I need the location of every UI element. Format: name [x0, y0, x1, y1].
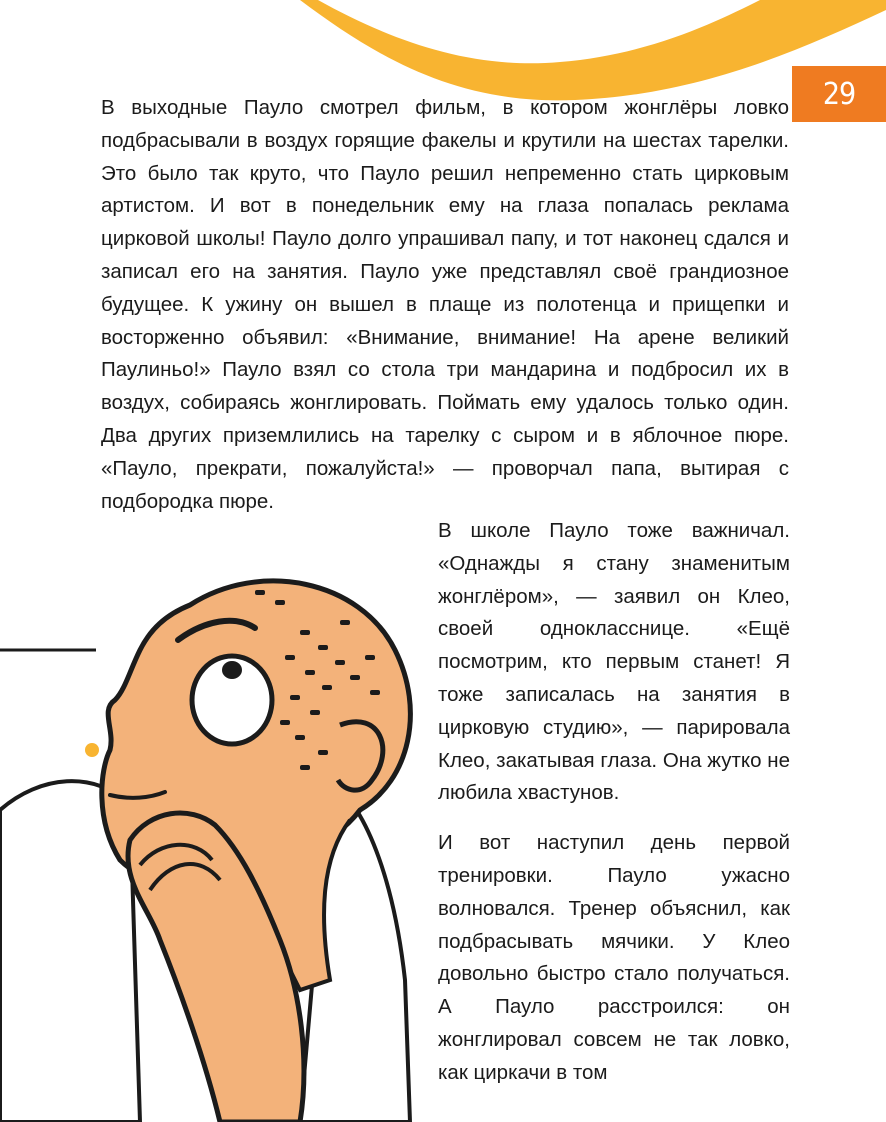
right-column-text — [438, 515, 790, 1107]
paragraph-training: И вот наступил день первой тренировки. Пауло ужасно волновался. Тренер объяснил, как подбрасывать мячики. У Клео довольно быстро стало получаться. А Пауло расстроился: он жонглировал совсем не так ловко, как циркачи в том — [438, 831, 790, 1084]
pupil — [222, 661, 242, 679]
paragraph-intro: В выходные Пауло смотрел фильм, в котором жонглёры ловко подбрасывали в воздух горящие факелы и крутили на шестах тарелки. Это было так круто, что Пауло решил непременно стать цирковым артистом. И вот в понедельник ему на глаза попалась реклама цирковой школы! Пауло долго упрашивал папу, и тот наконец сдался и записал его на занятия. Пауло уже представлял своё грандиозное будущее. К ужину он вышел в плаще из полотенца и прищепки и восторженно объявил: «Внимание, внимание! На арене великий Паулиньо!» Пауло взял со стола три мандарина и подбросил их в воздух, собираясь жонглировать. Поймать ему удалось только один. Два других приземлились на тарелку с сыром и в яблочное пюре. «Пауло, прекрати, пожалуйста!» — проворчал папа, вытирая с подбородка пюре. — [101, 96, 789, 513]
page-number-tab — [792, 66, 886, 122]
paragraph-school: В школе Пауло тоже важничал. «Однажды я стану знаменитым жонглёром», — заявил он Клео, своей однокласснице. «Ещё посмотрим, кто первым станет! Я тоже записалась на занятия в цирковую студию», — парировала Клео, закатывая глаза. Она жутко не любила хвастунов. — [438, 519, 790, 805]
thinking-man-illustration — [0, 560, 440, 1122]
page-number: 29 — [822, 76, 856, 112]
